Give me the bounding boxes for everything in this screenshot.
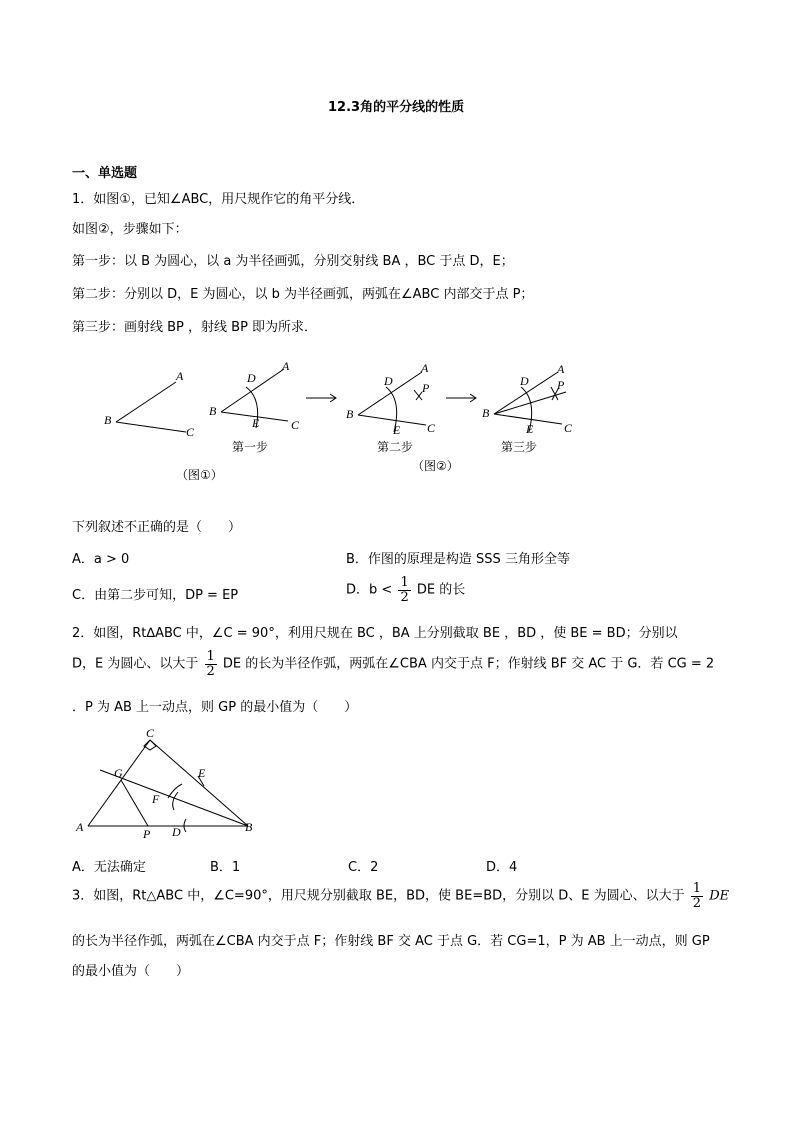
q2-label-G: G bbox=[114, 766, 123, 780]
step2-label-A: A bbox=[421, 361, 429, 375]
q2-label-D: D bbox=[172, 825, 181, 839]
step2-label-B: B bbox=[346, 407, 354, 421]
step1-label-E: E bbox=[252, 416, 260, 430]
side-CB bbox=[150, 740, 248, 826]
step3-label-P: P bbox=[557, 378, 565, 392]
q1-step3: 第三步：画射线 BP ，射线 BP 即为所求． bbox=[72, 320, 318, 335]
step1-label-D: D bbox=[247, 371, 256, 385]
step3-label-C: C bbox=[564, 421, 573, 435]
q1-option-d-suffix: DE 的长 bbox=[416, 582, 466, 598]
step2-label-D: D bbox=[384, 374, 393, 388]
q1-option-d[interactable] bbox=[346, 576, 465, 604]
step1-label-B: B bbox=[209, 404, 217, 418]
q2-line2: D，E 为圆心、以大于 $\frac{1}{2}$ DE 的长为半径作弧，两弧在∠CBA 内交于点 F；作射线 BF 交 AC 于 G．若 CG = 2 bbox=[72, 649, 715, 679]
fig2-caption: （图②） bbox=[412, 459, 459, 473]
fig1-label-C: C bbox=[186, 425, 195, 439]
arc-F2 bbox=[173, 792, 178, 810]
step3-label-A: A bbox=[557, 362, 565, 376]
q3-line2: 的长为半径作弧，两弧在∠CBA 内交于点 F；作射线 BF 交 AC 于点 G．若 CG=1，P 为 AB 上一动点，则 GP bbox=[72, 934, 710, 949]
q2-label-A: A bbox=[76, 820, 84, 834]
q2-label-B: B bbox=[245, 820, 253, 834]
step2-label-C: C bbox=[427, 421, 436, 435]
q2-label-C: C bbox=[146, 726, 155, 740]
q2-label-E: E bbox=[198, 766, 206, 780]
q2-label-P: P bbox=[143, 827, 151, 841]
step2-label-E: E bbox=[393, 423, 401, 437]
q2-option-b[interactable]: B．1 bbox=[210, 860, 241, 875]
step3-label-D: D bbox=[520, 374, 529, 388]
step1-label-A: A bbox=[282, 359, 290, 373]
step2-caption: 第二步 bbox=[377, 440, 414, 454]
q3-line1: 3．如图，Rt△ABC 中，∠C=90°，用尺规分别截取 BE，BD，使 BE=BD，分别以 D、E 为圆心、以大于 $\frac{1}{2}$ DE bbox=[72, 881, 730, 911]
q2-line1: 2．如图，Rt∆ABC 中，∠C = 90°，利用尺规在 BC ，BA 上分别截取 BE ，BD ，使 BE = BD；分别以 bbox=[72, 626, 678, 641]
step3-caption: 第三步 bbox=[501, 440, 538, 454]
q2-option-c[interactable]: C．2 bbox=[348, 860, 379, 875]
q1-figure bbox=[96, 354, 586, 484]
q3-line3: 的最小值为（ ） bbox=[72, 964, 190, 979]
q2-label-F: F bbox=[152, 792, 160, 806]
q2-option-d[interactable]: D．4 bbox=[486, 860, 518, 875]
q1-option-d-prefix: D．b < bbox=[346, 582, 393, 598]
q1-stem: 1．如图①，已知∠ABC，用尺规作它的角平分线． bbox=[72, 192, 365, 207]
q1-option-c[interactable]: C．由第二步可知，DP = EP bbox=[72, 588, 239, 603]
step3-label-E: E bbox=[526, 422, 534, 436]
fig1-label-A: A bbox=[176, 369, 184, 383]
fraction-half: $\frac{1}{2}$ bbox=[400, 575, 409, 605]
fraction-half: $\frac{1}{2}$ bbox=[692, 881, 702, 911]
arrow-right-icon bbox=[306, 394, 336, 402]
figure-1-angle bbox=[116, 382, 186, 432]
q1-question: 下列叙述不正确的是（ ） bbox=[72, 520, 242, 535]
q2-line3: ．P 为 AB 上一动点，则 GP 的最小值为（ ） bbox=[72, 700, 358, 715]
fig1-caption: （图①） bbox=[176, 468, 223, 482]
q1-step2: 第二步：分别以 D，E 为圆心，以 b 为半径画弧，两弧在∠ABC 内部交于点 P； bbox=[72, 287, 534, 302]
step2-label-P: P bbox=[422, 381, 430, 395]
section-heading: 一、单选题 bbox=[72, 166, 138, 181]
fig1-label-B: B bbox=[104, 413, 112, 427]
fraction-half: $\frac{1}{2}$ bbox=[206, 649, 215, 679]
q1-step1: 第一步：以 B 为圆心，以 a 为半径画弧，分别交射线 BA ，BC 于点 D，E； bbox=[72, 254, 514, 269]
page-title: 12.3角的平分线的性质 bbox=[328, 100, 465, 115]
q1-option-b[interactable]: B．作图的原理是构造 SSS 三角形全等 bbox=[346, 552, 570, 567]
step1-caption: 第一步 bbox=[232, 440, 269, 454]
q2-option-a[interactable]: A．无法确定 bbox=[72, 860, 146, 875]
arrow-right-icon bbox=[446, 394, 476, 402]
q2-figure bbox=[70, 722, 270, 844]
step1-label-C: C bbox=[291, 418, 300, 432]
step3-label-B: B bbox=[482, 406, 490, 420]
q1-option-a[interactable]: A．a > 0 bbox=[72, 552, 130, 567]
q1-intro: 如图②，步骤如下： bbox=[72, 222, 188, 237]
